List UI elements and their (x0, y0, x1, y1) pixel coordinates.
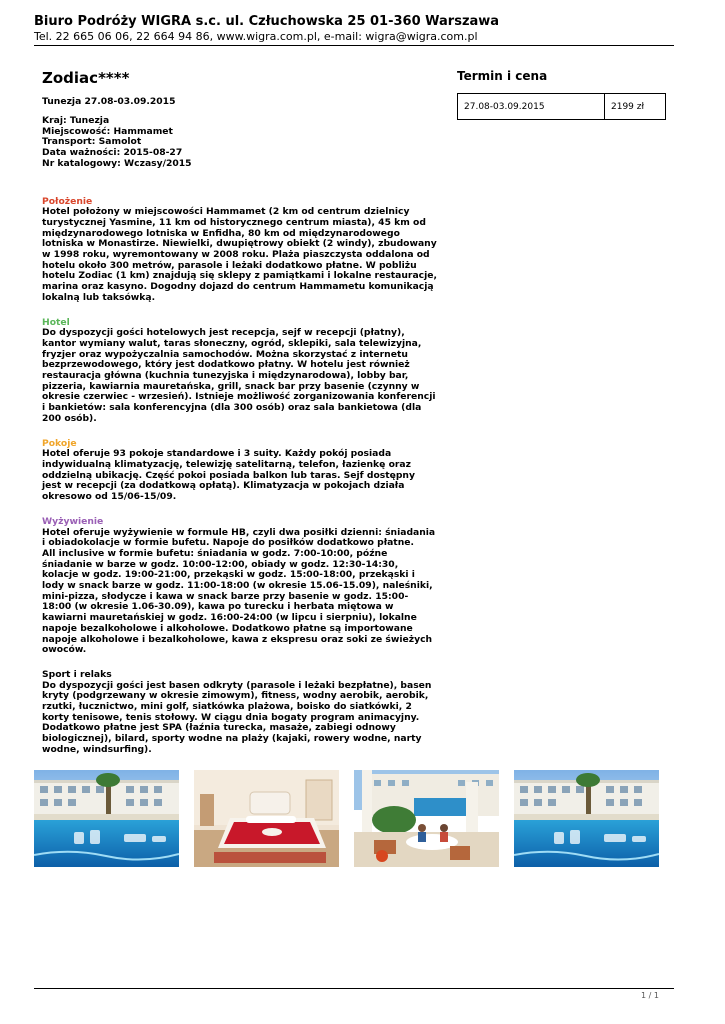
price-amount: 2199 zł (611, 101, 645, 112)
section-sport (42, 670, 437, 756)
section-board-body: Hotel oferuje wyżywienie w formule HB, czyli dwa posiłki dzienni: śniadania i obiadokolacje w formie bufetu. Napoje do posiłków dodatkowo płatne. All inclusive w formie bufetu: śniadania w godz. 7:00-10:00, późne śniadanie w barze w godz. 10:00-12:00, obiady w godz. 12:30-14:30, kolacje w godz. 19:00-21:00, przekąski w godz. 15:00-18:00, przekąski i lody w snack barze w godz. 11:00-18:00 (w okresie 15.06-15.09), naleśniki, mini-pizza, słodycze i kawa w snack barze przy basenie w godz. 15:00-18:00 (w okresie 1.06-30.09), kawa po turecku i herbata miętowa w kawiarni mauretańskiej w godz. 16:00-24:00 (w lipcu i sierpniu), lokalne napoje bezalkoholowe i alkoholowe. Dodatkowo płatne są importowane napoje alkoholowe i bezalkoholowe, kawa z ekspresu oraz soki ze świeżych owoców. (42, 526, 436, 656)
section-rooms (42, 439, 437, 503)
meta-transport: Transport: Samolot (42, 136, 142, 148)
agency-name: Biuro Podróży WIGRA s.c. ul. Człuchowska 25 01-360 Warszawa (34, 14, 500, 29)
section-rooms-heading: Pokoje (42, 437, 77, 449)
photo-gallery (34, 770, 674, 867)
hotel-room-photo[interactable] (194, 770, 339, 867)
section-location-heading: Położenie (42, 195, 93, 207)
section-sport-body: Do dyspozycji gości jest basen odkryty (parasole i leżaki bezpłatne), basen kryty (podgrzewany w okresie zimowym), fitness, wodny aerobik, aerobik, rzutki, łucznictwo, mini golf, siatkówka plażowa, boisko do siatkówki, 2 korty tenisowe, tenis stołowy. W ciągu dnia bogaty program animacyjny. Dodatkowo płatne jest SPA (łaźnia turecka, masaże, zabiegi odnowy biologicznej), bilard, sporty wodne na plaży (kajaki, rowery wodne, narty wodne, windsurfing). (42, 679, 432, 755)
meta-city: Miejscowość: Hammamet (42, 125, 173, 137)
offer-dates: Tunezja 27.08-03.09.2015 (42, 96, 176, 107)
page-number: 1 / 1 (641, 991, 659, 1000)
section-location (42, 197, 437, 304)
pricing-panel (457, 68, 666, 120)
meta-country: Kraj: Tunezja (42, 115, 110, 126)
offer-meta (42, 116, 437, 170)
section-board (42, 517, 437, 656)
section-board-heading: Wyżywienie (42, 515, 104, 527)
header-divider (34, 45, 674, 46)
section-hotel-heading: Hotel (42, 316, 70, 328)
section-sport-heading: Sport i relaks (42, 668, 112, 680)
section-rooms-body: Hotel oferuje 93 pokoje standardowe i 3 suity. Każdy pokój posiada indywidualną klimatyzację, telewizję satelitarną, telefon, łazienkę oraz oddzielną ubikację. Część pokoi posiada balkon lub taras. Sejf dostępny jest w recepcji (za dodatkową opłatą). Klimatyzacja w pokojach działa okresowo od 15/06-15/09. (42, 448, 415, 503)
section-hotel (42, 318, 437, 425)
hotel-pool-photo[interactable] (34, 770, 179, 867)
section-hotel-body: Do dyspozycji gości hotelowych jest recepcja, sejf w recepcji (płatny), kantor wymiany walut, taras słoneczny, ogród, sklepiki, sala telewizyjna, fryzjer oraz wypożyczalnia samochodów. Można skorzystać z internetu bezprzewodowego, który jest dodatkowo płatny. W hotelu jest również restauracja główna (kuchnia tunezyjska i międzynarodowa), lobby bar, pizzeria, kawiarnia mauretańska, grill, snack bar przy basenie (czynny w okresie czerwiec - wrzesień). Istnieje możliwość zorganizowania konferencji i bankietów: sala konferencyjna (dla 300 osób) oraz sala bankietowa (dla 200 osób). (42, 327, 436, 424)
poolside-dining-photo[interactable] (354, 770, 499, 867)
agency-contact: Tel. 22 665 06 06, 22 664 94 86, www.wigra.com.pl, e-mail: wigra@wigra.com.pl (34, 30, 478, 43)
meta-catalog-number: Nr katalogowy: Wczasy/2015 (42, 157, 192, 169)
price-term: 27.08-03.09.2015 (458, 94, 605, 119)
pricing-heading: Termin i cena (457, 69, 548, 83)
meta-valid-date: Data ważności: 2015-08-27 (42, 147, 183, 159)
offer-title: Zodiac**** (42, 69, 130, 87)
section-location-body: Hotel położony w miejscowości Hammamet (2 km od centrum dzielnicy turystycznej Yasmine, 11 km od historycznego centrum miasta), 45 km od międzynarodowego lotniska w Enfidha, 80 km od międzynarodowego lotniska w Monastirze. Niewielki, dwupiętrowy obiekt (2 windy), zbudowany w 1998 roku, wyremontowany w 2008 roku. Plaża piaszczysta oddalona od hotelu około 300 metrów, parasole i leżaki dodatkowo płatne. W pobliżu hotelu Zodiac (1 km) znajdują się sklepy z pamiątkami i lokalne restauracje, marina oraz kasyno. Dogodny dojazd do centrum Hammametu komunikacją lokalną lub taksówką. (42, 206, 437, 303)
agency-header (34, 14, 674, 44)
hotel-pool-photo[interactable] (514, 770, 659, 867)
price-table (457, 93, 666, 120)
offer-details (42, 68, 437, 780)
footer-divider (34, 988, 674, 989)
